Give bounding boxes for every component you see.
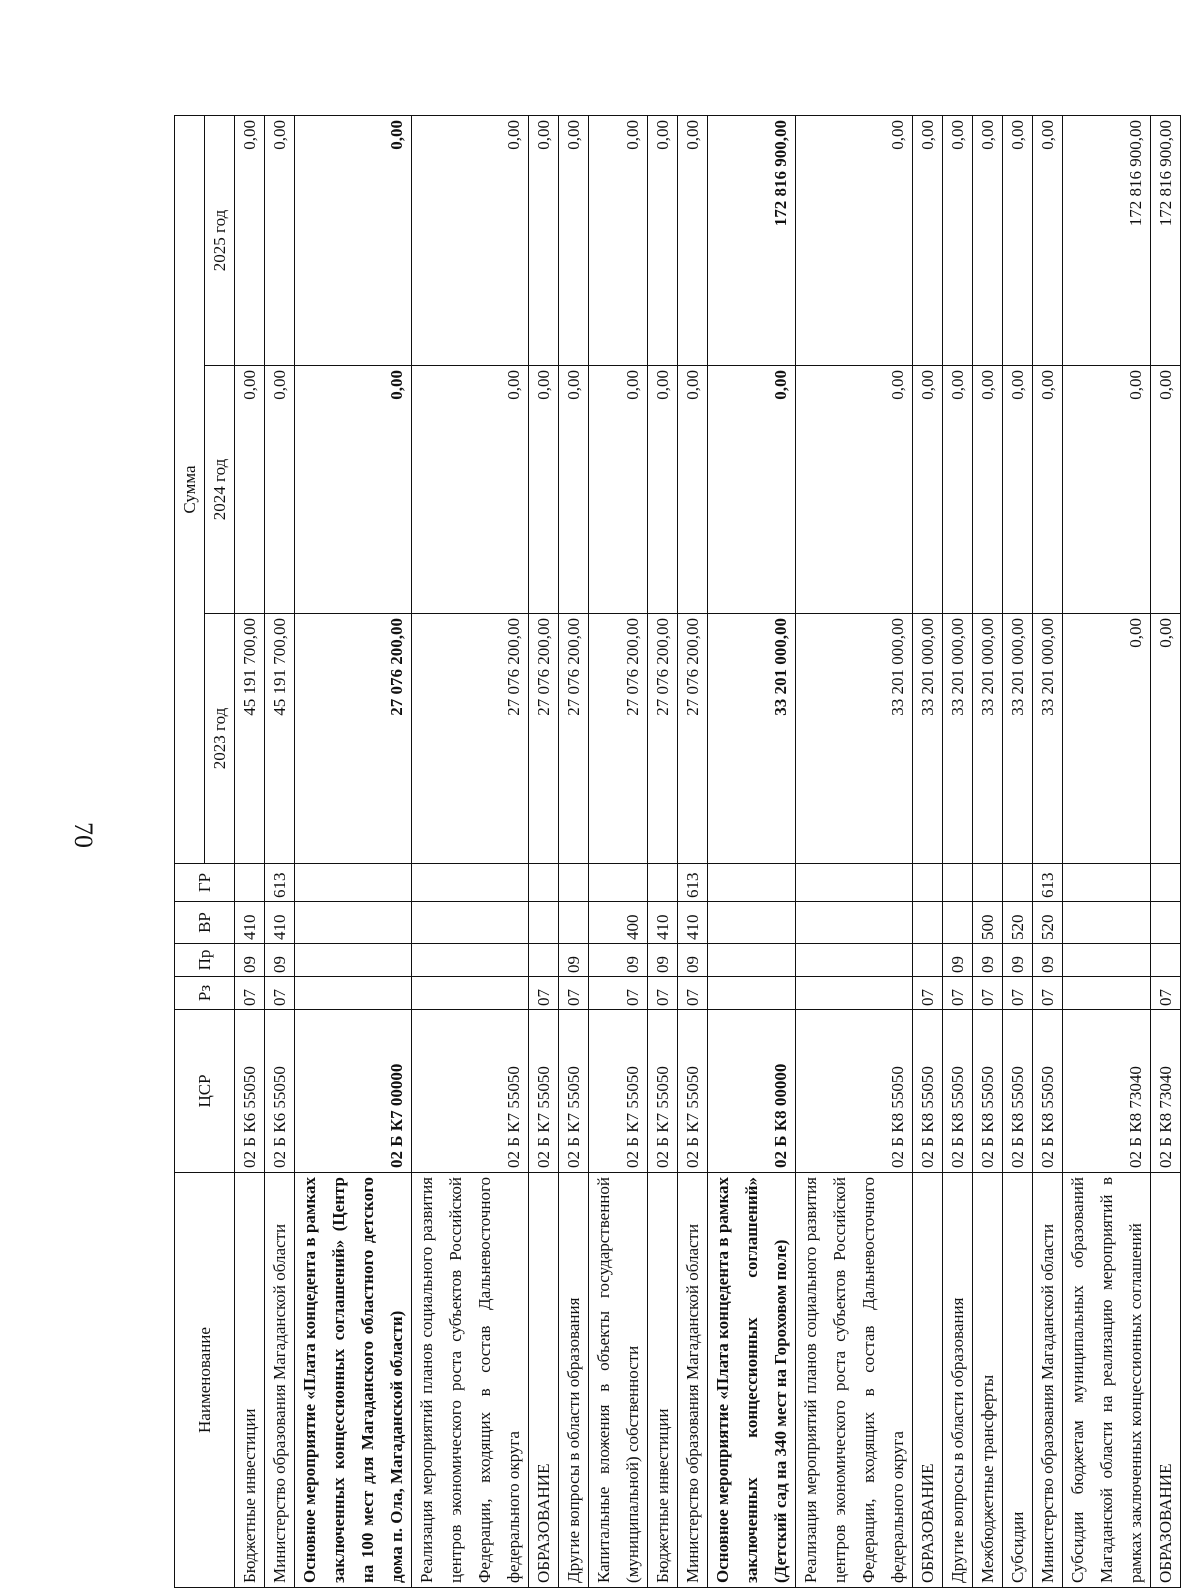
cell-vr: [1151, 902, 1181, 944]
cell-rz: [1063, 977, 1151, 1010]
cell-2025: 0,00: [1003, 116, 1033, 366]
cell-vr: 400: [589, 902, 648, 944]
cell-csr: 02 Б К7 55050: [412, 1010, 529, 1173]
table-row: [678, 116, 708, 1588]
cell-2024: 0,00: [648, 366, 678, 614]
cell-2025: 0,00: [973, 116, 1003, 366]
table-body: [235, 116, 1181, 1588]
cell-2023: 27 076 200,00: [559, 614, 589, 864]
cell-gr: [529, 864, 559, 902]
cell-2023: 27 076 200,00: [529, 614, 559, 864]
cell-gr: [1003, 864, 1033, 902]
cell-csr: 02 Б К6 55050: [235, 1010, 265, 1173]
cell-2025: 0,00: [559, 116, 589, 366]
cell-2023: 27 076 200,00: [648, 614, 678, 864]
cell-name: Субсидии: [1003, 1173, 1033, 1588]
cell-2023: 33 201 000,00: [973, 614, 1003, 864]
cell-pr: 09: [1033, 944, 1063, 977]
cell-gr: [589, 864, 648, 902]
cell-name: Другие вопросы в области образования: [559, 1173, 589, 1588]
cell-rz: 07: [1003, 977, 1033, 1010]
cell-vr: [913, 902, 943, 944]
cell-2024: 0,00: [529, 366, 559, 614]
cell-gr: [412, 864, 529, 902]
cell-csr: 02 Б К8 55050: [913, 1010, 943, 1173]
cell-name: ОБРАЗОВАНИЕ: [1151, 1173, 1181, 1588]
cell-vr: 410: [648, 902, 678, 944]
cell-gr: [648, 864, 678, 902]
cell-vr: [1063, 902, 1151, 944]
cell-2024: 0,00: [1063, 366, 1151, 614]
cell-name: Основное мероприятие «Плата концедента в рамках заключенных концессионных соглашений» (Детский сад на 340 мест на Гороховом поле): [708, 1173, 796, 1588]
table-row: [1151, 116, 1181, 1588]
cell-2024: 0,00: [1033, 366, 1063, 614]
cell-gr: 613: [1033, 864, 1063, 902]
cell-name: Основное мероприятие «Плата концедента в рамках заключенных концессионных соглашений» (Центр на 100 мест для Магаданского областного детского дома п. Ола, Магаданской области): [295, 1173, 412, 1588]
table-row: [295, 116, 412, 1588]
cell-2023: 0,00: [1151, 614, 1181, 864]
cell-pr: 09: [589, 944, 648, 977]
cell-gr: [1151, 864, 1181, 902]
cell-rz: [796, 977, 913, 1010]
cell-2023: 0,00: [1063, 614, 1151, 864]
cell-2024: 0,00: [265, 366, 295, 614]
cell-pr: 09: [678, 944, 708, 977]
cell-2023: 33 201 000,00: [913, 614, 943, 864]
table-row: [796, 116, 913, 1588]
table-row: [265, 116, 295, 1588]
cell-2023: 27 076 200,00: [295, 614, 412, 864]
table-row: [648, 116, 678, 1588]
cell-pr: 09: [265, 944, 295, 977]
cell-2025: 0,00: [265, 116, 295, 366]
cell-pr: 09: [973, 944, 1003, 977]
cell-2024: 0,00: [973, 366, 1003, 614]
cell-2024: 0,00: [1003, 366, 1033, 614]
cell-rz: 07: [913, 977, 943, 1010]
cell-2025: 0,00: [648, 116, 678, 366]
cell-2025: 0,00: [529, 116, 559, 366]
cell-pr: [295, 944, 412, 977]
cell-name: Субсидии бюджетам муниципальных образований Магаданской области на реализацию мероприятий в рамках заключенных концессионных соглашений: [1063, 1173, 1151, 1588]
cell-csr: 02 Б К8 73040: [1151, 1010, 1181, 1173]
cell-gr: [559, 864, 589, 902]
cell-2023: 45 191 700,00: [265, 614, 295, 864]
cell-vr: 500: [973, 902, 1003, 944]
cell-2024: 0,00: [913, 366, 943, 614]
cell-pr: 09: [235, 944, 265, 977]
cell-vr: 410: [265, 902, 295, 944]
cell-pr: 09: [943, 944, 973, 977]
cell-2024: 0,00: [235, 366, 265, 614]
cell-2024: 0,00: [559, 366, 589, 614]
cell-2023: 33 201 000,00: [943, 614, 973, 864]
cell-vr: 410: [235, 902, 265, 944]
table-row: [1033, 116, 1063, 1588]
cell-2023: 45 191 700,00: [235, 614, 265, 864]
table-row: [589, 116, 648, 1588]
cell-csr: 02 Б К6 55050: [265, 1010, 295, 1173]
cell-2025: 172 816 900,00: [1151, 116, 1181, 366]
cell-rz: [295, 977, 412, 1010]
table-row: [943, 116, 973, 1588]
cell-2025: 0,00: [589, 116, 648, 366]
cell-gr: [943, 864, 973, 902]
cell-pr: [529, 944, 559, 977]
cell-rz: 07: [265, 977, 295, 1010]
cell-pr: [412, 944, 529, 977]
cell-2024: 0,00: [678, 366, 708, 614]
cell-csr: 02 Б К8 73040: [1063, 1010, 1151, 1173]
cell-2024: 0,00: [943, 366, 973, 614]
rotated-page-content: [174, 116, 1175, 1588]
cell-2023: 33 201 000,00: [1003, 614, 1033, 864]
header-name: Наименование: [175, 1173, 235, 1588]
cell-gr: [973, 864, 1003, 902]
table-row: [708, 116, 796, 1588]
cell-name: Капитальные вложения в объекты государственной (муниципальной) собственности: [589, 1173, 648, 1588]
cell-name: Реализация мероприятий планов социального развития центров экономического роста субъектов Российской Федерации, входящих в состав Дальневосточного федерального округа: [412, 1173, 529, 1588]
cell-csr: 02 Б К8 55050: [1003, 1010, 1033, 1173]
cell-2024: 0,00: [708, 366, 796, 614]
header-2023: 2023 год: [205, 614, 235, 864]
header-2024: 2024 год: [205, 366, 235, 614]
cell-2024: 0,00: [589, 366, 648, 614]
table-row: [412, 116, 529, 1588]
cell-csr: 02 Б К8 55050: [973, 1010, 1003, 1173]
cell-2025: 0,00: [295, 116, 412, 366]
cell-vr: [529, 902, 559, 944]
table-row: [973, 116, 1003, 1588]
cell-vr: 520: [1003, 902, 1033, 944]
cell-pr: [708, 944, 796, 977]
cell-pr: 09: [648, 944, 678, 977]
table-row: [1063, 116, 1151, 1588]
cell-2024: 0,00: [796, 366, 913, 614]
table-row: [913, 116, 943, 1588]
cell-csr: 02 Б К7 55050: [589, 1010, 648, 1173]
cell-rz: 07: [559, 977, 589, 1010]
page-number: 70: [69, 822, 98, 848]
cell-gr: [295, 864, 412, 902]
cell-2023: 27 076 200,00: [412, 614, 529, 864]
cell-2025: 0,00: [796, 116, 913, 366]
cell-2025: 0,00: [235, 116, 265, 366]
cell-gr: [913, 864, 943, 902]
cell-csr: 02 Б К7 00000: [295, 1010, 412, 1173]
cell-2023: 33 201 000,00: [1033, 614, 1063, 864]
cell-2025: 172 816 900,00: [708, 116, 796, 366]
header-vr: ВР: [175, 902, 235, 944]
cell-name: Реализация мероприятий планов социального развития центров экономического роста субъектов Российской Федерации, входящих в состав Дальневосточного федерального округа: [796, 1173, 913, 1588]
cell-rz: 07: [529, 977, 559, 1010]
budget-table: [174, 115, 1181, 1588]
header-pr: Пр: [175, 944, 235, 977]
cell-2025: 172 816 900,00: [1063, 116, 1151, 366]
cell-gr: [235, 864, 265, 902]
cell-vr: [559, 902, 589, 944]
cell-rz: 07: [973, 977, 1003, 1010]
cell-vr: 520: [1033, 902, 1063, 944]
table-row: [235, 116, 265, 1588]
cell-rz: 07: [235, 977, 265, 1010]
cell-csr: 02 Б К8 00000: [708, 1010, 796, 1173]
cell-pr: [913, 944, 943, 977]
cell-2025: 0,00: [412, 116, 529, 366]
table-row: [559, 116, 589, 1588]
header-gr: ГР: [175, 864, 235, 902]
cell-rz: 07: [1151, 977, 1181, 1010]
cell-vr: [295, 902, 412, 944]
cell-2024: 0,00: [412, 366, 529, 614]
cell-name: Бюджетные инвестиции: [648, 1173, 678, 1588]
cell-name: ОБРАЗОВАНИЕ: [913, 1173, 943, 1588]
cell-gr: 613: [678, 864, 708, 902]
cell-2023: 33 201 000,00: [708, 614, 796, 864]
cell-name: Министерство образования Магаданской области: [1033, 1173, 1063, 1588]
cell-pr: [1063, 944, 1151, 977]
cell-rz: [708, 977, 796, 1010]
header-rz: Рз: [175, 977, 235, 1010]
cell-rz: [412, 977, 529, 1010]
cell-pr: [1151, 944, 1181, 977]
cell-vr: 410: [678, 902, 708, 944]
table-row: [529, 116, 559, 1588]
cell-2023: 33 201 000,00: [796, 614, 913, 864]
cell-name: Бюджетные инвестиции: [235, 1173, 265, 1588]
table-row: [1003, 116, 1033, 1588]
cell-name: Межбюджетные трансферты: [973, 1173, 1003, 1588]
cell-vr: [943, 902, 973, 944]
header-row-top: [175, 116, 205, 1588]
cell-2023: 27 076 200,00: [589, 614, 648, 864]
cell-pr: 09: [559, 944, 589, 977]
cell-rz: 07: [943, 977, 973, 1010]
cell-csr: 02 Б К7 55050: [678, 1010, 708, 1173]
cell-2025: 0,00: [678, 116, 708, 366]
cell-name: Министерство образования Магаданской области: [265, 1173, 295, 1588]
cell-vr: [412, 902, 529, 944]
cell-csr: 02 Б К7 55050: [559, 1010, 589, 1173]
cell-name: ОБРАЗОВАНИЕ: [529, 1173, 559, 1588]
header-csr: ЦСР: [175, 1010, 235, 1173]
cell-vr: [796, 902, 913, 944]
cell-2024: 0,00: [295, 366, 412, 614]
cell-rz: 07: [678, 977, 708, 1010]
cell-vr: [708, 902, 796, 944]
cell-2025: 0,00: [943, 116, 973, 366]
cell-name: Министерство образования Магаданской области: [678, 1173, 708, 1588]
cell-2025: 0,00: [1033, 116, 1063, 366]
cell-csr: 02 Б К7 55050: [648, 1010, 678, 1173]
cell-2024: 0,00: [1151, 366, 1181, 614]
cell-gr: [1063, 864, 1151, 902]
cell-pr: [796, 944, 913, 977]
cell-gr: 613: [265, 864, 295, 902]
header-2025: 2025 год: [205, 116, 235, 366]
header-sum: Сумма: [175, 116, 205, 864]
cell-pr: 09: [1003, 944, 1033, 977]
cell-csr: 02 Б К8 55050: [943, 1010, 973, 1173]
cell-rz: 07: [648, 977, 678, 1010]
cell-name: Другие вопросы в области образования: [943, 1173, 973, 1588]
cell-rz: 07: [1033, 977, 1063, 1010]
cell-2023: 27 076 200,00: [678, 614, 708, 864]
cell-rz: 07: [589, 977, 648, 1010]
cell-csr: 02 Б К7 55050: [529, 1010, 559, 1173]
cell-csr: 02 Б К8 55050: [796, 1010, 913, 1173]
cell-2025: 0,00: [913, 116, 943, 366]
cell-gr: [796, 864, 913, 902]
cell-gr: [708, 864, 796, 902]
cell-csr: 02 Б К8 55050: [1033, 1010, 1063, 1173]
